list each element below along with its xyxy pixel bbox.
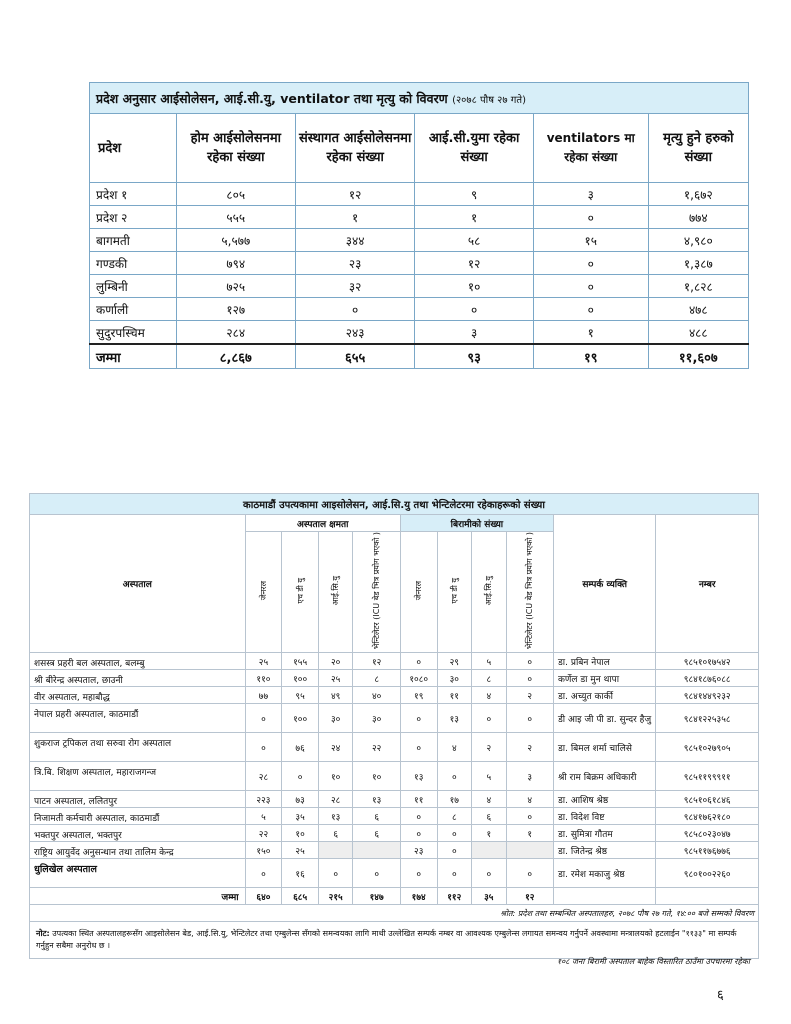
hospital-value: १५५ [282, 653, 319, 670]
hospital-name: त्रि.बि. शिक्षण अस्पताल, महाराजगन्ज [30, 762, 246, 791]
note-text: उपत्यका स्थित अस्पतालहरूसँग आइसोलेसन बेड, आई.सि.यु, भेन्टिलेटर तथा एम्बुलेन्स सँगको समन्वयका लागि माथी उल्लेखित सम्पर्क नम्बर वा आवश्यक एम्बुलेन्स लगायत समन्वय गर्नुपर्ने अवस्थामा मन्त्रालयको हटलाईन "११३३" मा सम्पर्क गर्नुहुन सबैमा अनुरोध छ । [36, 929, 737, 951]
hospital-value: ३० [318, 704, 353, 733]
cell-ventilators: ० [533, 275, 648, 298]
sub-patient-hdu [437, 532, 472, 653]
hospital-value: ११ [400, 791, 437, 808]
hospital-value [472, 842, 507, 859]
hospital-value: ० [400, 808, 437, 825]
hospital-total-value: ३५ [472, 888, 507, 905]
hospital-total-row [30, 888, 759, 905]
hospital-value: ० [400, 859, 437, 888]
hospital-value: ० [472, 859, 507, 888]
hospital-name: पाटन अस्पताल, ललितपुर [30, 791, 246, 808]
hospital-value: ० [400, 733, 437, 762]
cell-home-isolation: २८४ [176, 321, 295, 345]
sub-capacity-hdu-text: एच डी यु [295, 577, 305, 604]
hospital-row [30, 842, 759, 859]
cell-home-isolation: ५,५७७ [176, 229, 295, 252]
sub-capacity-icu [318, 532, 353, 653]
hospital-value: ३ [506, 762, 553, 791]
cell-home-isolation: १२७ [176, 298, 295, 321]
hospital-name: वीर अस्पताल, महाबौद्ध [30, 687, 246, 704]
total-ventilators: १९ [533, 344, 648, 369]
hospital-value: २५ [318, 670, 353, 687]
sub-patient-icu-text: आई.सि.यु [484, 575, 494, 606]
footnote: १०८ जना बिरामी अस्पताल बाहेक विस्तारित ठाउँमा उपचारमा रहेका [556, 957, 750, 966]
hospital-total-value: ६८५ [282, 888, 319, 905]
cell-home-isolation: ७२५ [176, 275, 295, 298]
hospital-total-value: १७४ [400, 888, 437, 905]
source-line: श्रोत: प्रदेश तथा सम्बन्धित अस्पतालहरु, २०७८ पौष २७ गते, १४:०० बजे सम्मको विवरण [30, 905, 759, 922]
hospital-value: २२ [353, 733, 400, 762]
hospital-value: ० [400, 825, 437, 842]
header-ventilators: ventilators मा रहेका संख्या [533, 114, 648, 183]
hospital-value: १३ [353, 791, 400, 808]
hospital-value: ० [472, 704, 507, 733]
hospital-value: ० [506, 653, 553, 670]
cell-institutional-isolation: १ [295, 206, 414, 229]
cell-deaths: ४,९८० [648, 229, 748, 252]
header-icu: आई.सी.युमा रहेका संख्या [415, 114, 534, 183]
hospital-total-label: जम्मा [30, 888, 246, 905]
hospital-value: ६ [318, 825, 353, 842]
valley-table-title: काठमाडौं उपत्यकामा आइसोलेसन, आई.सि.यु तथा भेन्टिलेटरमा रहेकाहरूको संख्या [30, 494, 759, 515]
province-row [90, 206, 749, 229]
cell-home-isolation: ७९४ [176, 252, 295, 275]
cell-province: बागमती [90, 229, 177, 252]
hospital-value: ११० [245, 670, 282, 687]
province-table-title-text: प्रदेश अनुसार आईसोलेसन, आई.सी.यु, ventilator तथा मृत्यु को विवरण [96, 90, 448, 106]
hospital-value: २३ [400, 842, 437, 859]
hospital-value: १७ [437, 791, 472, 808]
hospital-name: निजामती कर्मचारी अस्पताल, काठमाडौं [30, 808, 246, 825]
cell-deaths: ४७८ [648, 298, 748, 321]
contact-person: श्री राम बिक्रम अधिकारी [553, 762, 655, 791]
hospital-value: ० [400, 704, 437, 733]
cell-institutional-isolation: ० [295, 298, 414, 321]
total-institutional-isolation: ६५५ [295, 344, 414, 369]
hospital-value: २८ [318, 791, 353, 808]
cell-icu: ३ [415, 321, 534, 345]
hospital-value: ४९ [318, 687, 353, 704]
sub-patient-general [400, 532, 437, 653]
header-deaths: मृत्यु हुने हरुको संख्या [648, 114, 748, 183]
cell-icu: ९ [415, 183, 534, 206]
hospital-value: ६ [353, 825, 400, 842]
hospital-name: राष्ट्रिय आयुर्वेद अनुसन्धान तथा तालिम केन्द्र [30, 842, 246, 859]
header-institutional-isolation: संस्थागत आईसोलेसनमा रहेका संख्या [295, 114, 414, 183]
hospital-value: ० [282, 762, 319, 791]
hospital-value: १०० [282, 704, 319, 733]
cell-ventilators: १ [533, 321, 648, 345]
province-table-title [90, 83, 749, 114]
phone-number: ९८४१२२५३५८ [656, 704, 759, 733]
province-row [90, 229, 749, 252]
phone-number: ९८४१४४९२३२ [656, 687, 759, 704]
header-hospital: अस्पताल [30, 515, 246, 653]
hospital-value: ३५ [282, 808, 319, 825]
hospital-total-value: २१५ [318, 888, 353, 905]
cell-deaths: ७७४ [648, 206, 748, 229]
hospital-value: २४ [318, 733, 353, 762]
hospital-row [30, 670, 759, 687]
hospital-total-value: १२ [506, 888, 553, 905]
phone-number: ९८५११७६७७६ [656, 842, 759, 859]
province-summary-table [89, 82, 749, 369]
hospital-value [353, 842, 400, 859]
total-home-isolation: ८,८६७ [176, 344, 295, 369]
valley-hospital-table-wrap [29, 493, 759, 959]
hospital-value: २२ [245, 825, 282, 842]
hospital-value: ० [506, 670, 553, 687]
cell-ventilators: ० [533, 206, 648, 229]
province-table-body [90, 183, 749, 369]
total-province: जम्मा [90, 344, 177, 369]
hospital-value: २५ [282, 842, 319, 859]
province-table-date: (२०७८ पौष २७ गते) [452, 94, 526, 106]
hospital-value: ४ [506, 791, 553, 808]
hospital-value: ७३ [282, 791, 319, 808]
total-icu: ९३ [415, 344, 534, 369]
hospital-value: ० [506, 704, 553, 733]
contact-person: डा. बिमल शर्मा चालिसे [553, 733, 655, 762]
hospital-value: ० [400, 653, 437, 670]
sub-patient-icu [472, 532, 507, 653]
phone-number: ९८५११९९९११ [656, 762, 759, 791]
header-home-isolation: होम आईसोलेसनमा रहेका संख्या [176, 114, 295, 183]
hospital-value: १० [318, 762, 353, 791]
hospital-value: ५ [245, 808, 282, 825]
hospital-value: ६ [353, 808, 400, 825]
hospital-value: २९ [437, 653, 472, 670]
cell-institutional-isolation: २४३ [295, 321, 414, 345]
hospital-value: ८ [437, 808, 472, 825]
hospital-value: २२३ [245, 791, 282, 808]
valley-table-body [30, 653, 759, 905]
cell-icu: ५८ [415, 229, 534, 252]
cell-institutional-isolation: ३४४ [295, 229, 414, 252]
hospital-value: ४० [353, 687, 400, 704]
hospital-value [506, 842, 553, 859]
hospital-value: ० [437, 859, 472, 888]
header-province: प्रदेश [90, 114, 177, 183]
province-row [90, 183, 749, 206]
hospital-value: ८ [353, 670, 400, 687]
cell-ventilators: १५ [533, 229, 648, 252]
province-row [90, 275, 749, 298]
contact-person: डा. जितेन्द्र श्रेष्ठ [553, 842, 655, 859]
header-hospital-capacity: अस्पताल क्षमता [245, 515, 400, 532]
cell-ventilators: ० [533, 298, 648, 321]
hospital-value: ० [437, 762, 472, 791]
cell-deaths: १,८२८ [648, 275, 748, 298]
cell-icu: १० [415, 275, 534, 298]
province-row [90, 298, 749, 321]
hospital-value: १ [472, 825, 507, 842]
hospital-total-value: ६४० [245, 888, 282, 905]
hospital-value: ४ [472, 687, 507, 704]
hospital-value: १६ [282, 859, 319, 888]
cell-home-isolation: ८०५ [176, 183, 295, 206]
hospital-value: ० [437, 825, 472, 842]
sub-capacity-ventilator-text: भेन्टिलेटर (ICU बेड भित्र प्रयोग भएको ) [372, 532, 382, 650]
province-row [90, 252, 749, 275]
sub-capacity-general-text: जेनरल [258, 581, 268, 601]
hospital-value: १ [506, 825, 553, 842]
phone-number: ९८४१७६२१८० [656, 808, 759, 825]
sub-capacity-general [245, 532, 282, 653]
sub-patient-hdu-text: एच डी यु [449, 577, 459, 604]
cell-icu: १ [415, 206, 534, 229]
province-table-header [90, 114, 749, 183]
hospital-value: ४ [437, 733, 472, 762]
province-row [90, 321, 749, 345]
sub-capacity-icu-text: आई.सि.यु [331, 575, 341, 606]
cell-institutional-isolation: १२ [295, 183, 414, 206]
hospital-row [30, 687, 759, 704]
cell-province: कर्णाली [90, 298, 177, 321]
cell-icu: ० [415, 298, 534, 321]
contact-person: डा. विदेश विष्ट [553, 808, 655, 825]
hospital-name: भक्तपुर अस्पताल, भक्तपुर [30, 825, 246, 842]
phone-number: ९८४१८७६०८८ [656, 670, 759, 687]
total-deaths: ११,६०७ [648, 344, 748, 369]
hospital-value: ० [437, 842, 472, 859]
hospital-value: ५ [472, 653, 507, 670]
hospital-row [30, 808, 759, 825]
cell-deaths: १,६७२ [648, 183, 748, 206]
contact-person: डा. सुमित्रा गौतम [553, 825, 655, 842]
hospital-value: १० [282, 825, 319, 842]
cell-deaths: १,३८७ [648, 252, 748, 275]
cell-province: प्रदेश १ [90, 183, 177, 206]
hospital-name: शुकराज ट्रपिकल तथा सरुवा रोग अस्पताल [30, 733, 246, 762]
hospital-value [318, 842, 353, 859]
hospital-value: ० [245, 859, 282, 888]
hospital-value: ० [318, 859, 353, 888]
cell-province: लुम्बिनी [90, 275, 177, 298]
contact-person: डा. प्रबिन नेपाल [553, 653, 655, 670]
note-label: नोट: [36, 929, 50, 939]
hospital-name: धुलिखेल अस्पताल [30, 859, 246, 888]
hospital-value: २५ [245, 653, 282, 670]
sub-patient-general-text: जेनरल [414, 581, 424, 601]
phone-number: ९८५८०२३०४७ [656, 825, 759, 842]
note-box [30, 922, 759, 959]
hospital-value: १०० [282, 670, 319, 687]
hospital-value: ० [506, 808, 553, 825]
hospital-row [30, 825, 759, 842]
hospital-total-value: ११२ [437, 888, 472, 905]
hospital-value: ६ [472, 808, 507, 825]
hospital-value: ० [506, 859, 553, 888]
empty-cell [553, 888, 655, 905]
province-summary-table-wrap [89, 82, 749, 369]
hospital-row [30, 791, 759, 808]
cell-home-isolation: ५५५ [176, 206, 295, 229]
hospital-value: ९५ [282, 687, 319, 704]
hospital-value: १०८० [400, 670, 437, 687]
cell-ventilators: ० [533, 252, 648, 275]
hospital-value: २० [318, 653, 353, 670]
hospital-value: २ [472, 733, 507, 762]
sub-patient-ventilator-text: भेन्टिलेटर (ICU बेड भित्र प्रयोग भएको ) [525, 532, 535, 650]
cell-province: प्रदेश २ [90, 206, 177, 229]
hospital-value: ० [353, 859, 400, 888]
header-phone-number: नम्बर [656, 515, 759, 653]
province-total-row [90, 344, 749, 369]
contact-person: डा. आशिष श्रेष्ठ [553, 791, 655, 808]
hospital-value: २ [506, 687, 553, 704]
phone-number: ९८५१०६१८४६ [656, 791, 759, 808]
hospital-value: १३ [437, 704, 472, 733]
hospital-row [30, 653, 759, 670]
cell-ventilators: ३ [533, 183, 648, 206]
hospital-value: ० [245, 733, 282, 762]
sub-patient-ventilator [506, 532, 553, 653]
cell-icu: १२ [415, 252, 534, 275]
cell-institutional-isolation: ३२ [295, 275, 414, 298]
hospital-row [30, 859, 759, 888]
cell-province: सुदुरपस्चिम [90, 321, 177, 345]
hospital-value: ५ [472, 762, 507, 791]
hospital-value: १५० [245, 842, 282, 859]
contact-person: डी आइ जी पी डा. सुन्दर हैजु [553, 704, 655, 733]
hospital-name: शसस्त्र प्रहरी बल अस्पताल, बलम्बु [30, 653, 246, 670]
hospital-value: ३० [437, 670, 472, 687]
hospital-value: २ [506, 733, 553, 762]
hospital-value: ४ [472, 791, 507, 808]
phone-number: ९८५१०१७५४२ [656, 653, 759, 670]
phone-number: ९८५१०२७९०५ [656, 733, 759, 762]
cell-province: गण्डकी [90, 252, 177, 275]
empty-cell [656, 888, 759, 905]
hospital-row [30, 704, 759, 733]
sub-capacity-hdu [282, 532, 319, 653]
hospital-name: श्री बीरेन्द्र अस्पताल, छाउनी [30, 670, 246, 687]
hospital-value: ३० [353, 704, 400, 733]
hospital-value: २८ [245, 762, 282, 791]
contact-person: डा. अच्युत कार्की [553, 687, 655, 704]
hospital-value: ७६ [282, 733, 319, 762]
contact-person: डा. रमेश मकाजु श्रेष्ठ [553, 859, 655, 888]
hospital-value: १९ [400, 687, 437, 704]
cell-deaths: ४८८ [648, 321, 748, 345]
hospital-value: १२ [353, 653, 400, 670]
phone-number: ९८०१००२२६० [656, 859, 759, 888]
hospital-value: ८ [472, 670, 507, 687]
cell-institutional-isolation: २३ [295, 252, 414, 275]
header-patient-count: बिरामीको संख्या [400, 515, 553, 532]
hospital-value: १३ [400, 762, 437, 791]
hospital-value: ७७ [245, 687, 282, 704]
hospital-value: १० [353, 762, 400, 791]
hospital-name: नेपाल प्रहरी अस्पताल, काठमाडौं [30, 704, 246, 733]
hospital-row [30, 762, 759, 791]
hospital-value: ० [245, 704, 282, 733]
valley-hospital-table [29, 493, 759, 959]
header-contact-person: सम्पर्क व्यक्ति [553, 515, 655, 653]
hospital-total-value: १४७ [353, 888, 400, 905]
hospital-value: ११ [437, 687, 472, 704]
page-number: ६ [717, 988, 724, 1003]
contact-person: कर्णेल डा मुन थापा [553, 670, 655, 687]
hospital-value: १३ [318, 808, 353, 825]
hospital-row [30, 733, 759, 762]
sub-capacity-ventilator [353, 532, 400, 653]
